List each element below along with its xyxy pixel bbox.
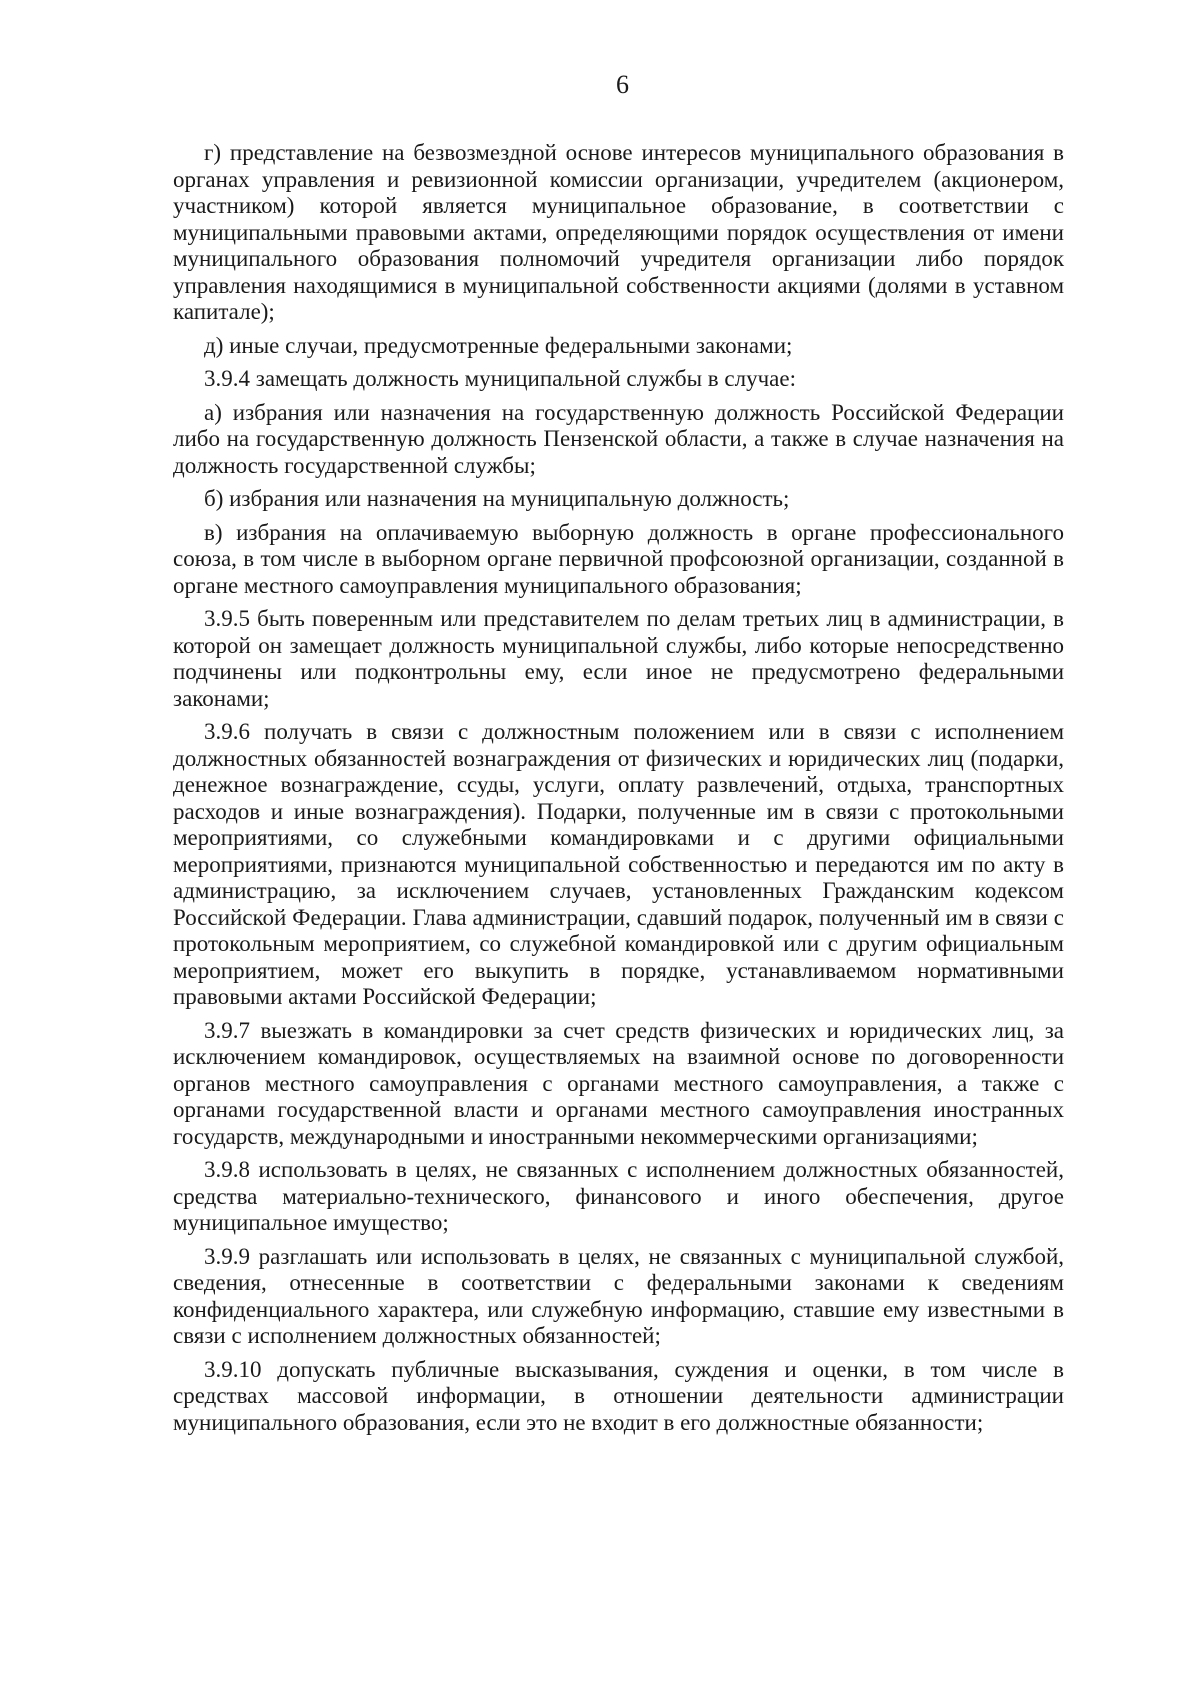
paragraph-d-other-cases: д) иные случаи, предусмотренные федеральными законами; (204, 332, 793, 358)
paragraph-3-9-8: 3.9.8 использовать в целях, не связанных с исполнением должностных обязанностей, средства материально-технического, финансового и иного обеспечения, другое муниципальное имущество; (173, 1157, 1064, 1235)
paragraph-3-9-7: 3.9.7 выезжать в командировки за счет средств физических и юридических лиц, за исключением командировок, осуществляемых на взаимной основе по договоренности органов местного самоуправления с органами местного самоуправления, а также с органами государственной власти и органами местного самоуправления иностранных государств, международными и иностранными некоммерческими организациями; (173, 1017, 1064, 1149)
paragraph-3-9-6: 3.9.6 получать в связи с должностным положением или в связи с исполнением должностных обязанностей вознаграждения от физических и юридических лиц (подарки, денежное вознаграждение, ссуды, услуги, оплату развлечений, отдыха, транспортных расходов и иные вознаграждения). Подарки, полученные им в связи с протокольными мероприятиями, со служебными командировками и с другими официальными мероприятиями, признаются муниципальной собственностью и передаются им по акту в администрацию, за исключением случаев, установленных Гражданским кодексом Российской Федерации. Глава администрации, сдавший подарок, полученный им в связи с протокольным мероприятием, со служебной командировкой или с другим официальным мероприятием, может его выкупить в порядке, устанавливаемом нормативными правовыми актами Российской Федерации; (173, 719, 1064, 1009)
paragraph-a-state-position: а) избрания или назначения на государственную должность Российской Федерации либо на государственную должность Пензенской области, а также в случае назначения на должность государственной службы; (173, 399, 1064, 478)
page-number: 6 (616, 70, 629, 99)
paragraph-g-representation: г) представление на безвозмездной основе интересов муниципального образования в органах управления и ревизионной комиссии организации, учредителем (акционером, участником) которой является муниципальное образование, в соответствии с муниципальными правовыми актами, определяющими порядок осуществления от имени муниципального образования полномочий учредителя организации либо порядок управления находящимися в муниципальной собственности акциями (долями в уставном капитале); (173, 140, 1064, 324)
paragraph-3-9-5: 3.9.5 быть поверенным или представителем по делам третьих лиц в администрации, в которой он замещает должность муниципальной службы, либо которые непосредственно подчинены или подконтрольны ему, если иное не предусмотрено федеральными законами; (173, 606, 1064, 711)
paragraph-b-municipal-position: б) избрания или назначения на муниципальную должность; (204, 486, 790, 511)
paragraph-v-trade-union: в) избрания на оплачиваемую выборную должность в органе профессионального союза, в том числе в выборном органе первичной профсоюзной организации, созданной в органе местного самоуправления муниципального образования; (173, 519, 1064, 598)
paragraph-3-9-10: 3.9.10 допускать публичные высказывания, суждения и оценки, в том числе в средствах массовой информации, в отношении деятельности администрации муниципального образования, если это не входит в его должностные обязанности; (173, 1356, 1064, 1435)
paragraph-3-9-4: 3.9.4 замещать должность муниципальной службы в случае: (204, 366, 796, 391)
paragraph-3-9-9: 3.9.9 разглашать или использовать в целях, не связанных с муниципальной службой, сведения, отнесенные в соответствии с федеральными законами к сведениям конфиденциального характера, или служебную информацию, ставшие ему известными в связи с исполнением должностных обязанностей; (173, 1243, 1064, 1348)
